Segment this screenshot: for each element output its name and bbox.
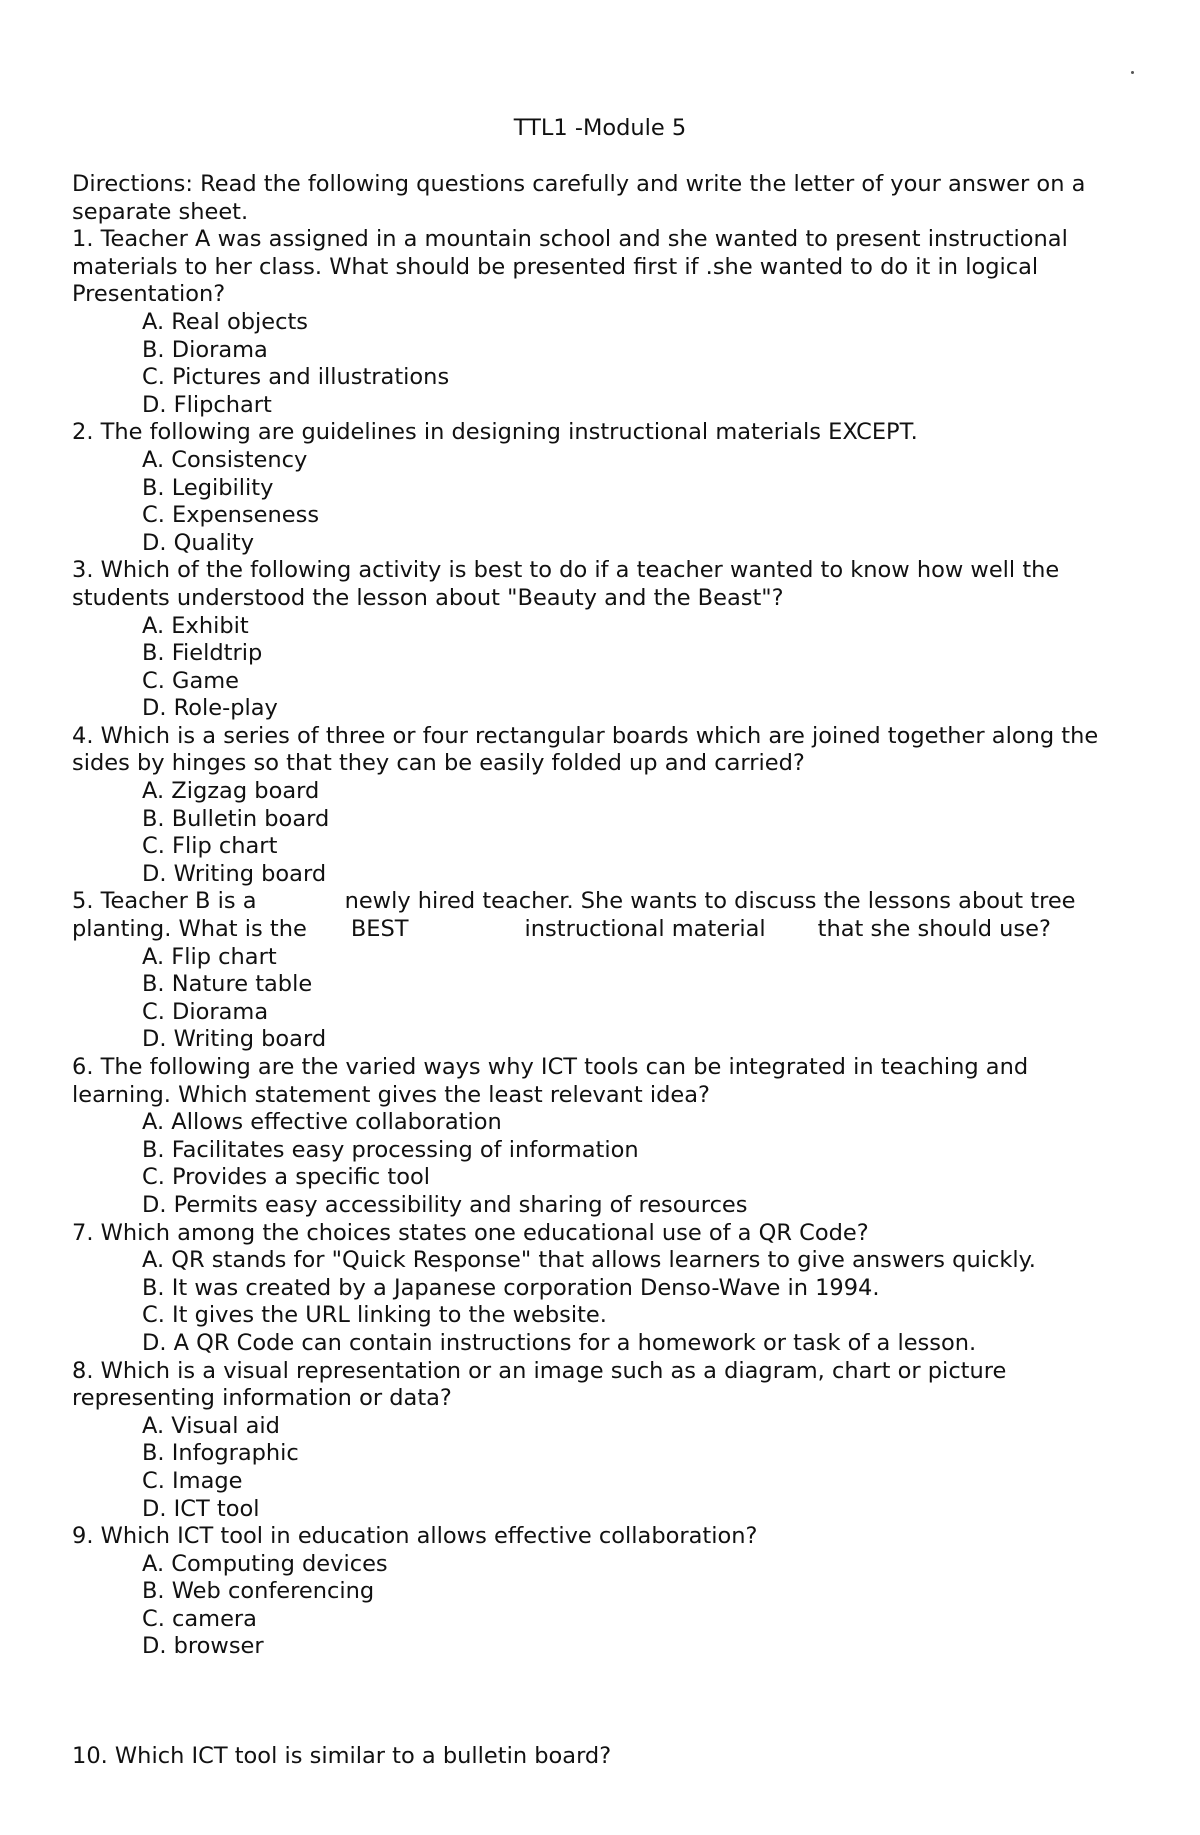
stem-part: 5. Teacher B is a [72, 888, 257, 915]
option-list [72, 1551, 1132, 1661]
stem-part: BEST [350, 916, 409, 943]
question-2 [72, 419, 1132, 557]
directions-text: Directions: Read the following questions carefully and write the letter of your answer on a separate sheet. [72, 171, 1086, 225]
option-d: D. browser [142, 1633, 264, 1660]
option-a: A. QR stands for "Quick Response" that allows learners to give answers quickly. [142, 1247, 1036, 1274]
option-d: D. Writing board [142, 860, 327, 887]
stem-part: that she should use? [817, 916, 1051, 943]
option-a: A. Visual aid [142, 1412, 280, 1439]
option-d: D. Quality [142, 529, 255, 556]
stem-part: instructional material [524, 916, 766, 943]
option-a: A. Exhibit [142, 612, 249, 639]
option-b: B. Diorama [142, 336, 268, 363]
option-list [72, 613, 1132, 723]
stem-part: newly hired teacher. She wants to discuss the lessons about tree planting. What is the [72, 888, 1076, 943]
option-b: B. Nature table [142, 971, 313, 998]
option-b: B. It was created by a Japanese corporation Denso-Wave in 1994. [142, 1274, 880, 1301]
blank-space [72, 1661, 1132, 1743]
option-list [72, 1247, 1132, 1357]
question-8 [72, 1358, 1132, 1524]
option-c: C. Diorama [142, 998, 269, 1025]
option-c: C. Expenseness [142, 502, 320, 529]
option-c: C. Pictures and illustrations [142, 364, 450, 391]
option-list [72, 1413, 1132, 1523]
question-7 [72, 1220, 1132, 1358]
option-list [72, 778, 1132, 888]
option-list [72, 309, 1132, 419]
question-3 [72, 557, 1132, 723]
question-6 [72, 1054, 1132, 1220]
option-b: B. Legibility [142, 474, 274, 501]
question-stem: 6. The following are the varied ways why ICT tools can be integrated in teaching and learning. Which statement gives the least relevant idea? [72, 1054, 1029, 1108]
question-stem: 2. The following are guidelines in designing instructional materials EXCEPT. [72, 419, 918, 446]
document-body [72, 171, 1132, 1771]
question-stem: 9. Which ICT tool in education allows effective collaboration? [72, 1523, 758, 1550]
option-b: B. Infographic [142, 1440, 299, 1467]
option-d: D. Writing board [142, 1026, 327, 1053]
option-c: C. It gives the URL linking to the website. [142, 1302, 607, 1329]
option-d: D. ICT tool [142, 1495, 260, 1522]
option-c: C. Flip chart [142, 833, 278, 860]
option-a: A. Allows effective collaboration [142, 1109, 502, 1136]
option-b: B. Fieldtrip [142, 640, 263, 667]
option-a: A. Flip chart [142, 943, 277, 970]
option-d: D. A QR Code can contain instructions for a homework or task of a lesson. [142, 1329, 977, 1356]
question-stem: 1. Teacher A was assigned in a mountain school and she wanted to present instructional materials to her class. What should be presented first if .she wanted to do it in logical Presentation? [72, 226, 1068, 308]
question-1 [72, 226, 1132, 419]
option-d: D. Role-play [142, 695, 278, 722]
option-c: C. Image [142, 1467, 243, 1494]
option-a: A. Real objects [142, 308, 309, 335]
question-5 [72, 888, 1132, 1054]
question-stem [72, 888, 1132, 943]
question-stem: 8. Which is a visual representation or an image such as a diagram, chart or picture representing information or data? [72, 1357, 1007, 1412]
option-list [72, 1109, 1132, 1219]
option-a: A. Computing devices [142, 1550, 388, 1577]
option-d: D. Flipchart [142, 391, 272, 418]
option-b: B. Bulletin board [142, 805, 330, 832]
question-stem: 3. Which of the following activity is best to do if a teacher wanted to know how well the students understood the lesson about "Beauty and the Beast"? [72, 557, 1060, 611]
question-stem: 7. Which among the choices states one educational use of a QR Code? [72, 1219, 869, 1246]
option-c: C. Provides a specific tool [142, 1164, 430, 1191]
question-10 [72, 1743, 1132, 1771]
option-b: B. Facilitates easy processing of information [142, 1136, 639, 1163]
option-a: A. Consistency [142, 446, 308, 473]
corner-dot-mark [1131, 71, 1134, 74]
question-stem: 10. Which ICT tool is similar to a bulletin board? [72, 1743, 612, 1770]
question-4 [72, 723, 1132, 889]
option-a: A. Zigzag board [142, 778, 320, 805]
document-title: TTL1 -Module 5 [513, 115, 687, 141]
option-list [72, 944, 1132, 1054]
option-b: B. Web conferencing [142, 1578, 375, 1605]
question-9 [72, 1523, 1132, 1661]
option-c: C. Game [142, 667, 239, 694]
option-c: C. camera [142, 1605, 257, 1632]
option-list [72, 447, 1132, 557]
option-d: D. Permits easy accessibility and sharing of resources [142, 1191, 748, 1218]
question-stem: 4. Which is a series of three or four rectangular boards which are joined together along the sides by hinges so that they can be easily folded up and carried? [72, 722, 1099, 777]
